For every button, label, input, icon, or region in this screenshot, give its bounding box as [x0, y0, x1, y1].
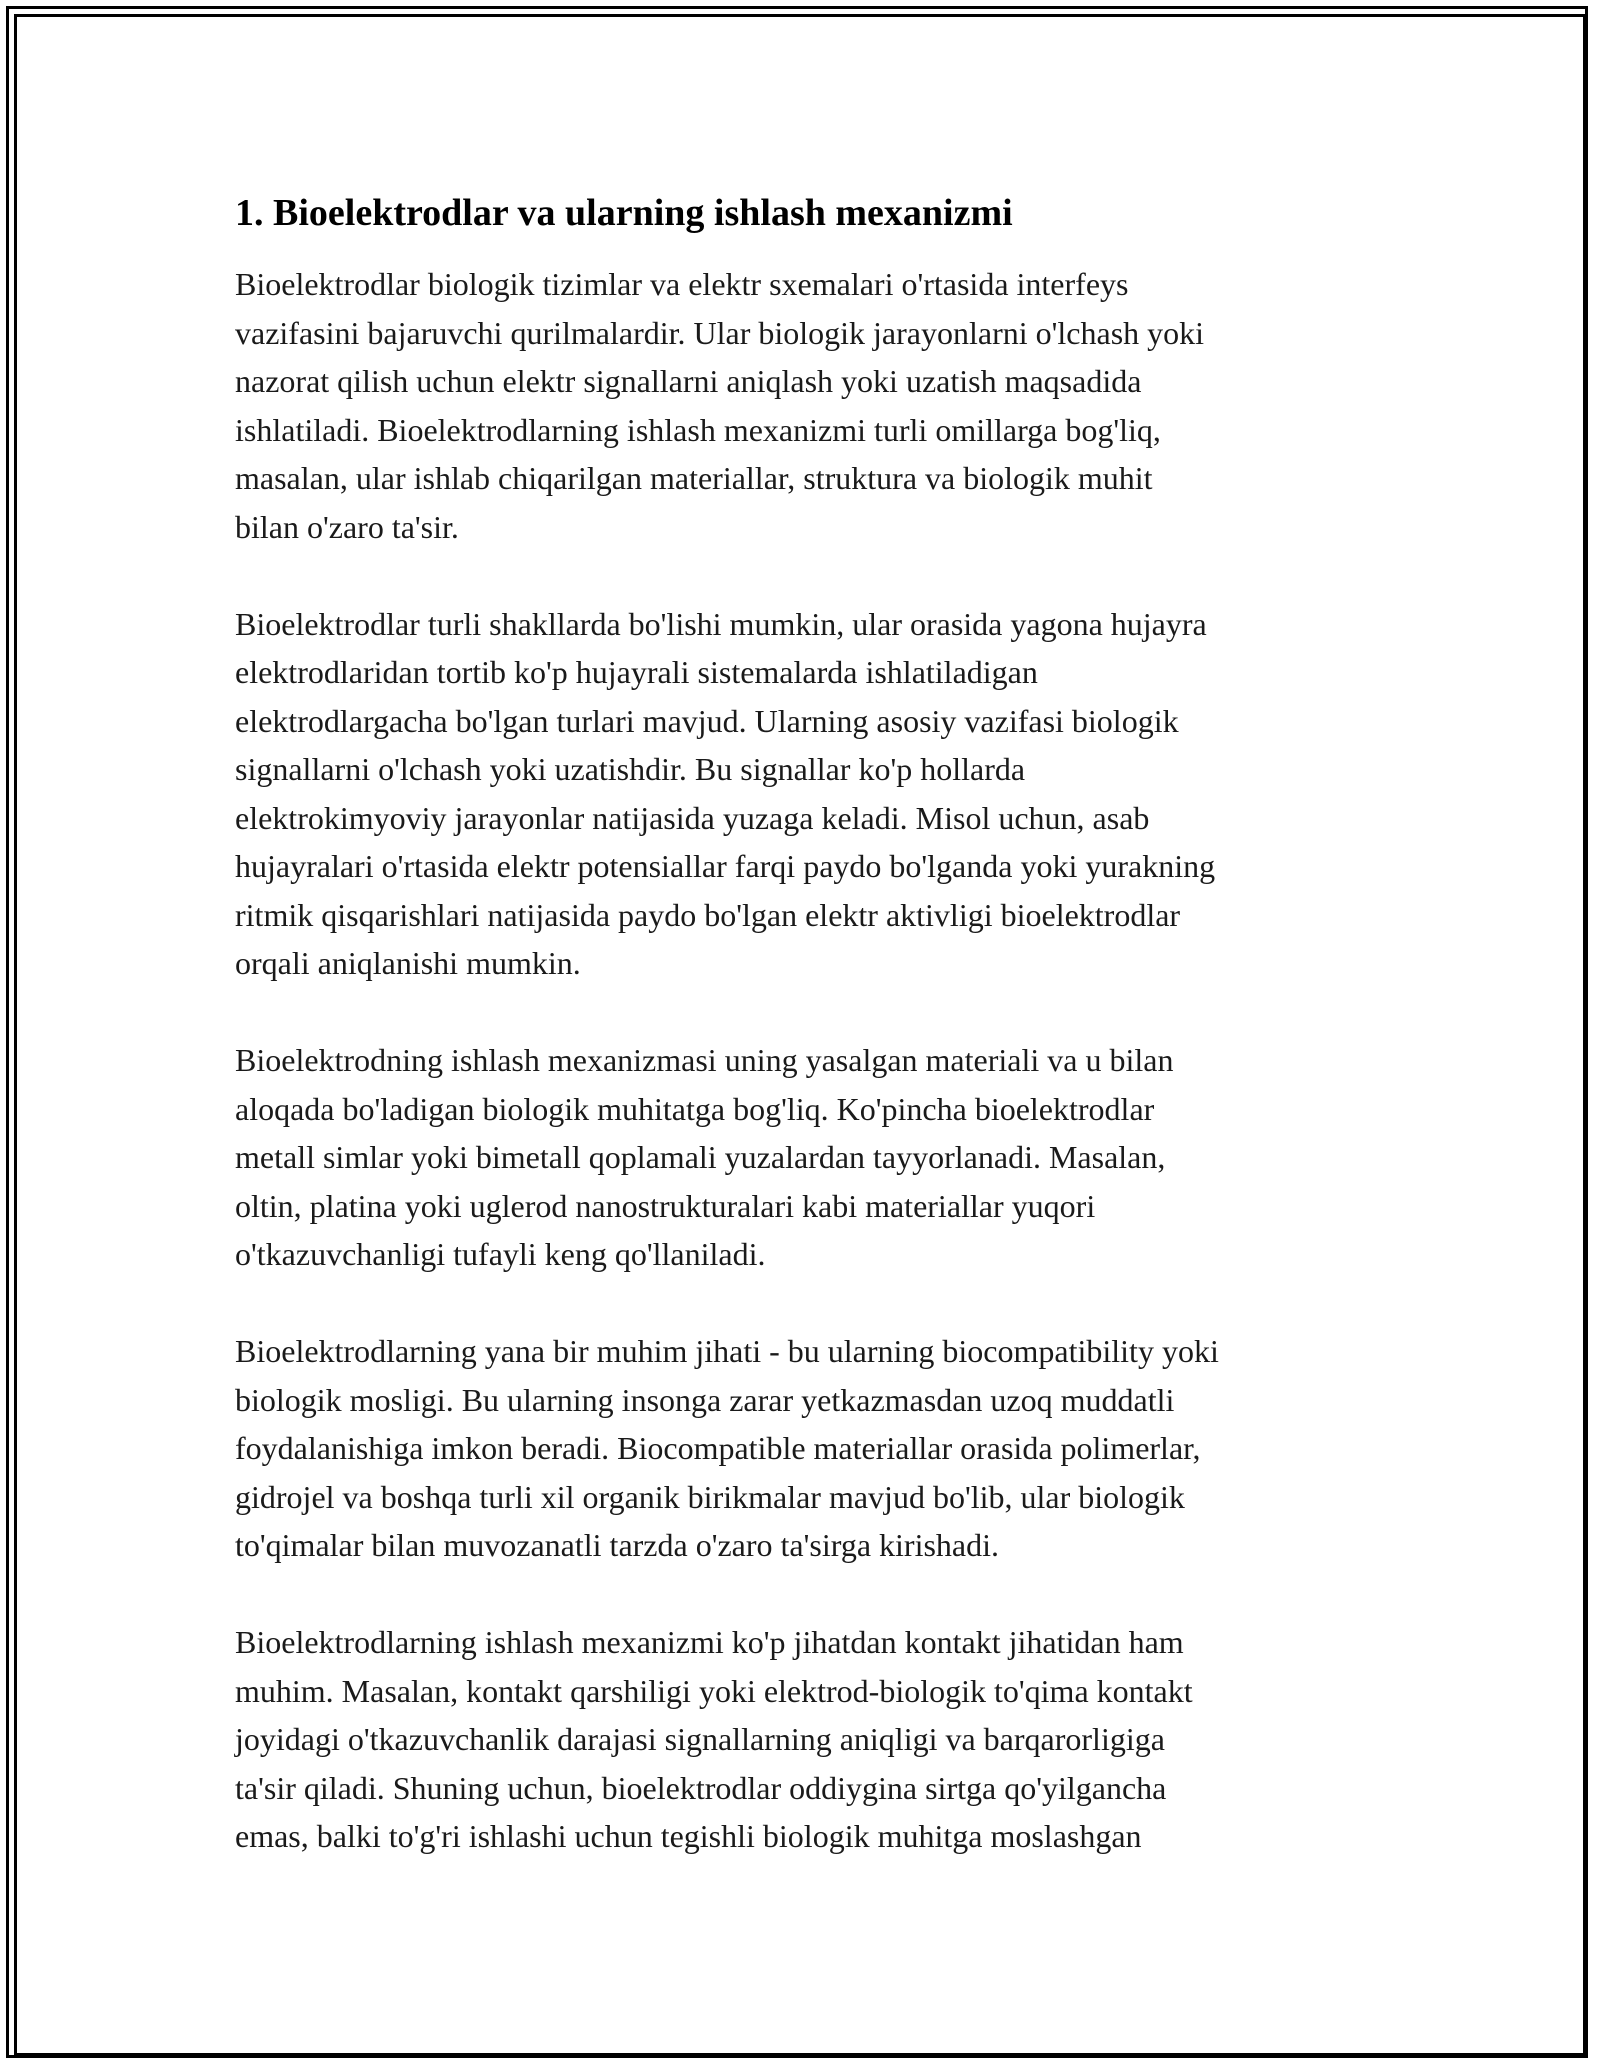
text-line: masalan, ular ishlab chiqarilgan materiallar, struktura va biologik muhit: [235, 460, 1153, 496]
paragraph-3: [235, 1036, 1395, 1279]
paragraph-1: [235, 260, 1395, 551]
text-line: oltin, platina yoki uglerod nanostrukturalari kabi materiallar yuqori: [235, 1187, 1096, 1224]
text-line: bilan o'zaro ta'sir.: [235, 508, 459, 545]
paragraph-4: [235, 1327, 1395, 1570]
text-line: emas, balki to'g'ri ishlashi uchun tegishli biologik muhitga moslashgan: [235, 1818, 1142, 1854]
text-line: Bioelektrodlarning yana bir muhim jihati - bu ularning biocompatibility yoki: [235, 1333, 1219, 1369]
text-line: foydalanishiga imkon beradi. Biocompatible materiallar orasida polimerlar,: [235, 1430, 1201, 1466]
text-line: joyidagi o'tkazuvchanlik darajasi signallarning aniqligi va barqarorligiga: [235, 1721, 1165, 1757]
text-line: ta'sir qiladi. Shuning uchun, bioelektrodlar oddiygina sirtga qo'yilgancha: [235, 1769, 1167, 1806]
text-line: hujayralari o'rtasida elektr potensiallar farqi paydo bo'lganda yoki yurakning: [235, 848, 1216, 884]
text-line: vazifasini bajaruvchi qurilmalardir. Ular biologik jarayonlarni o'lchash yoki: [235, 314, 1205, 351]
document-body: [235, 186, 1395, 1909]
text-line: metall simlar yoki bimetall qoplamali yuzalardan tayyorlanadi. Masalan,: [235, 1139, 1166, 1175]
text-line: signallarni o'lchash yoki uzatishdir. Bu signallar ko'p hollarda: [235, 751, 1026, 787]
text-line: to'qimalar bilan muvozanatli tarzda o'zaro ta'sirga kirishadi.: [235, 1527, 999, 1563]
text-line: Bioelektrodlar turli shakllarda bo'lishi mumkin, ular orasida yagona hujayra: [235, 605, 1207, 642]
text-line: orqali aniqlanishi mumkin.: [235, 945, 581, 981]
text-line: Bioelektrodlar biologik tizimlar va elektr sxemalari o'rtasida interfeys: [235, 266, 1129, 302]
text-line: ritmik qisqarishlari natijasida paydo bo'lgan elektr aktivligi bioelektrodlar: [235, 896, 1181, 933]
text-line: elektrodlargacha bo'lgan turlari mavjud. Ularning asosiy vazifasi biologik: [235, 702, 1179, 739]
text-line: elektrokimyoviy jarayonlar natijasida yuzaga keladi. Misol uchun, asab: [235, 799, 1150, 836]
text-line: elektrodlaridan tortib ko'p hujayrali sistemalarda ishlatiladigan: [235, 654, 1038, 690]
text-line: gidrojel va boshqa turli xil organik birikmalar mavjud bo'lib, ular biologik: [235, 1478, 1185, 1515]
text-line: Bioelektrodning ishlash mexanizmasi uning yasalgan materiali va u bilan: [235, 1042, 1174, 1078]
text-line: Bioelektrodlarning ishlash mexanizmi ko'p jihatdan kontakt jihatidan ham: [235, 1624, 1184, 1660]
text-line: ishlatiladi. Bioelektrodlarning ishlash mexanizmi turli omillarga bog'liq,: [235, 411, 1161, 448]
paragraph-2: [235, 600, 1395, 988]
text-line: aloqada bo'ladigan biologik muhitatga bog'liq. Ko'pincha bioelektrodlar: [235, 1090, 1155, 1127]
section-heading: 1. Bioelektrodlar va ularning ishlash mexanizmi: [235, 192, 1013, 234]
text-line: muhim. Masalan, kontakt qarshiligi yoki elektrod-biologik to'qima kontakt: [235, 1672, 1193, 1709]
paragraph-5: [235, 1618, 1395, 1861]
text-line: o'tkazuvchanligi tufayli keng qo'llaniladi.: [235, 1236, 766, 1272]
text-line: biologik mosligi. Bu ularning insonga zarar yetkazmasdan uzoq muddatli: [235, 1381, 1175, 1418]
text-line: nazorat qilish uchun elektr signallarni aniqlash yoki uzatish maqsadida: [235, 363, 1142, 399]
